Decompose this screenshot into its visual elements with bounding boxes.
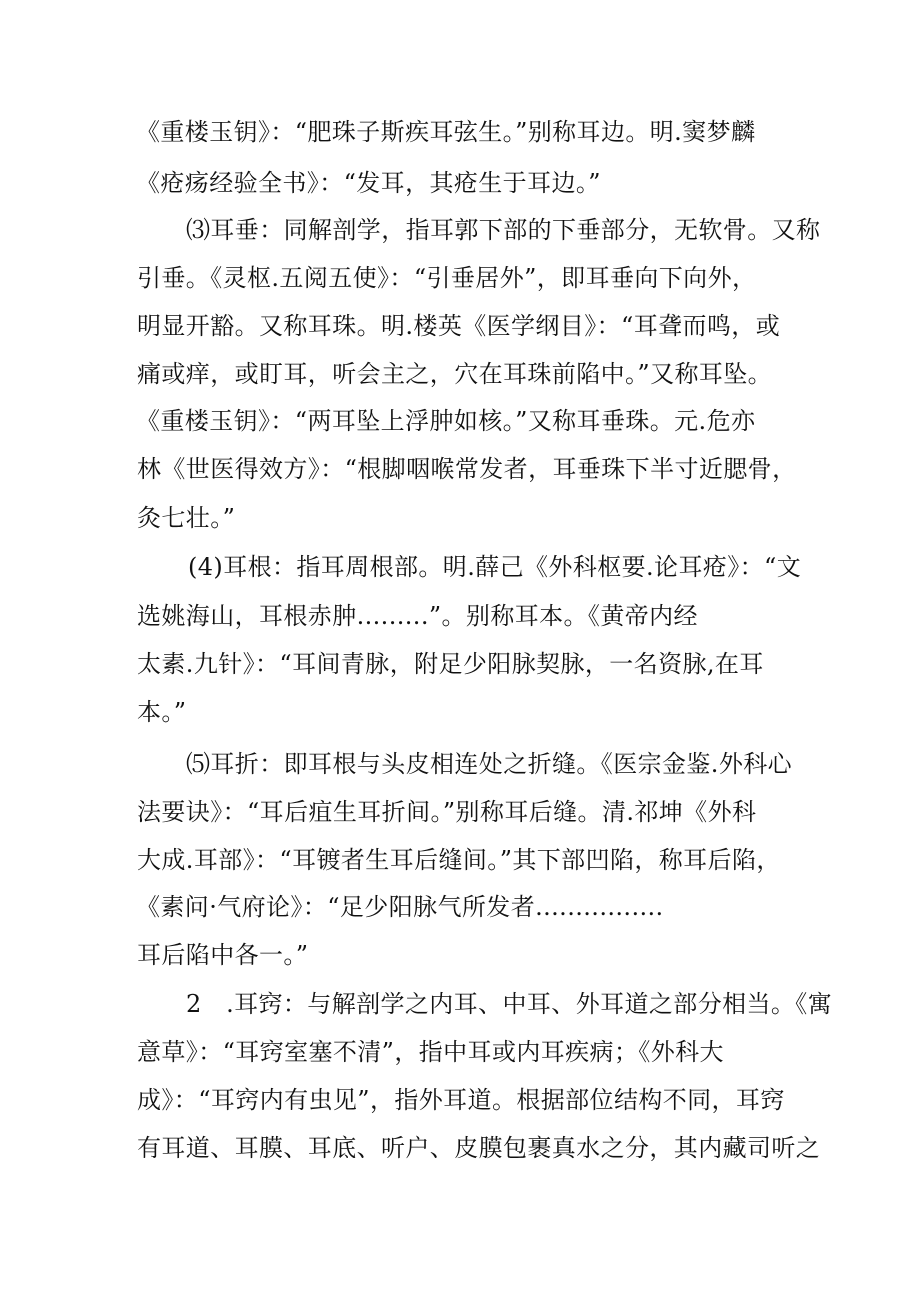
text-line: 灸七壮。” [137, 504, 236, 532]
text-line: 耳后陷中各一。” [137, 941, 309, 969]
text-line: 2 .耳窍：与解剖学之内耳、中耳、外耳道之部分相当。《寓 [186, 990, 833, 1018]
text-line: 成》：“耳窍内有虫见”，指外耳道。根据部位结构不同，耳窍 [137, 1086, 785, 1114]
text-line: 《素问·气府论》：“足少阳脉气所发者................ [136, 893, 664, 921]
text-line: 《疮疡经验全书》：“发耳，其疮生于耳边。” [136, 169, 601, 197]
text-line: 《重楼玉钥》：“肥珠子斯疾耳弦生。”别称耳边。明.窦梦麟 [136, 118, 756, 146]
text-line: 痛或痒，或盯耳，听会主之，穴在耳珠前陷中。”又称耳坠。 [137, 360, 773, 388]
text-line: (4)耳根：指耳周根部。明.薛己《外科枢要.论耳疮》：“文 [188, 553, 802, 581]
text-line: 意草》：“耳窍室塞不清”，指中耳或内耳疾病；《外科大 [137, 1038, 724, 1066]
text-line: 本。” [137, 698, 187, 726]
text-line: 选姚海山，耳根赤肿.........”。别称耳本。《黄帝内经 [137, 602, 698, 630]
text-line: 引垂。《灵枢.五阅五使》：“引垂居外”，即耳垂向下向外， [137, 264, 757, 292]
text-line: ⑸耳折：即耳根与头皮相连处之折缝。《医宗金鉴.外科心 [186, 750, 793, 778]
text-line: 太素.九针》：“耳间青脉，附足少阳脉契脉，一名资脉,在耳 [137, 650, 764, 678]
text-line: ⑶耳垂：同解剖学，指耳郭下部的下垂部分，无软骨。又称 [186, 216, 821, 244]
text-line: 法要诀》：“耳后疽生耳折间。”别称耳后缝。清.祁坤《外科 [137, 798, 757, 826]
text-line: 明显开豁。又称耳珠。明.楼英《医学纲目》：“耳聋而鸣，或 [137, 312, 781, 340]
text-line: 大成.耳部》：“耳镀者生耳后缝间。”其下部凹陷，称耳后陷， [137, 846, 781, 874]
text-line: 林《世医得效方》：“根脚咽喉常发者，耳垂珠下半寸近腮骨， [137, 455, 797, 483]
text-line: 《重楼玉钥》：“两耳坠上浮肿如核。”又称耳垂珠。元.危亦 [136, 407, 756, 435]
text-line: 有耳道、耳膜、耳底、听户、皮膜包裹真水之分，其内藏司听之 [137, 1134, 821, 1162]
